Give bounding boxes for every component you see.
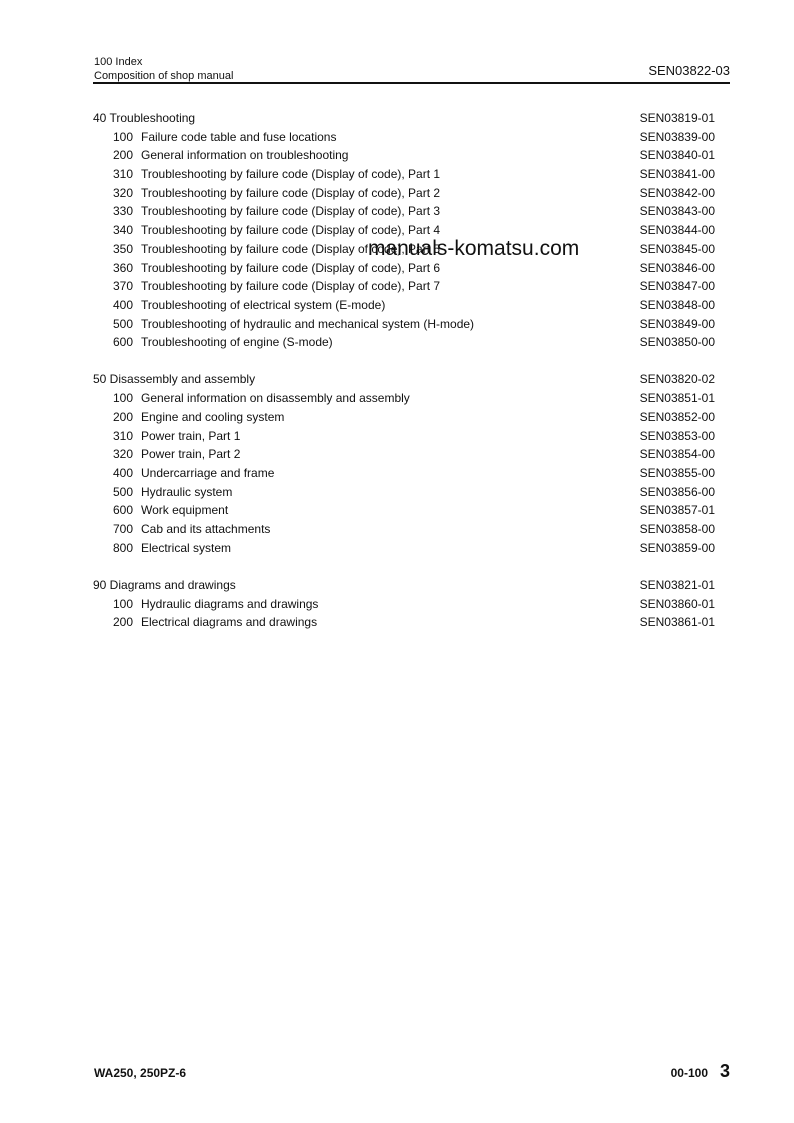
header-index-subtitle: Composition of shop manual [94,70,234,82]
toc-row [93,408,715,427]
toc-row [93,483,715,502]
toc-section [93,370,715,557]
toc-item-number: 400 [112,465,133,480]
toc-item-title: Troubleshooting of engine (S-mode) [141,335,333,350]
toc-row [93,146,715,165]
toc-item-number: 360 [112,260,133,275]
toc-item-title: Failure code table and fuse locations [141,129,337,144]
toc-item-title: Troubleshooting by failure code (Display of code), Part 3 [141,204,441,219]
toc-row [93,184,715,203]
toc-item-title: Electrical diagrams and drawings [141,615,318,630]
toc-item-doc-code: SEN03845-00 [639,241,715,256]
toc-item-title: Electrical system [141,540,232,555]
toc-item-doc-code: SEN03858-00 [639,521,715,536]
toc-item-doc-code: SEN03851-01 [639,391,715,406]
toc-item-doc-code: SEN03850-00 [639,335,715,350]
toc-section-heading [93,576,715,595]
toc-item-doc-code: SEN03854-00 [639,447,715,462]
toc-item-doc-code: SEN03855-00 [639,465,715,480]
toc-item-title: Power train, Part 2 [141,447,241,462]
toc-item-title: Undercarriage and frame [141,465,275,480]
toc-item-number: 200 [112,148,133,163]
toc-row [93,595,715,614]
toc-item-title: Troubleshooting of hydraulic and mechanical system (H-mode) [141,316,475,331]
toc-item-title: Power train, Part 1 [141,428,241,443]
footer-page-code: 00-100 [670,1066,708,1080]
toc-item-number: 310 [112,428,133,443]
toc-row [93,259,715,278]
toc-item-doc-code: SEN03861-01 [639,615,715,630]
toc-row [93,315,715,334]
toc-section [93,576,715,632]
toc-item-doc-code: SEN03841-00 [639,167,715,182]
toc-row [93,202,715,221]
toc-row [93,539,715,558]
section-title: 40 Troubleshooting [93,111,196,125]
toc-row [93,520,715,539]
toc-item-doc-code: SEN03843-00 [639,204,715,219]
section-doc-code: SEN03819-01 [639,111,715,125]
toc-row [93,613,715,632]
toc-item-number: 200 [112,409,133,424]
toc-item-doc-code: SEN03860-01 [639,596,715,611]
section-doc-code: SEN03820-02 [639,372,715,387]
toc-item-number: 600 [112,503,133,518]
toc-row [93,427,715,446]
toc-item-number: 370 [112,279,133,294]
toc-item-doc-code: SEN03839-00 [639,129,715,144]
toc-section-heading [93,370,715,389]
toc-item-title: Troubleshooting by failure code (Display of code), Part 4 [141,223,441,238]
toc-item-title: Troubleshooting by failure code (Display of code), Part 6 [141,260,441,275]
watermark: manuals-komatsu.com [368,237,580,260]
toc-item-number: 100 [112,596,133,611]
toc-item-doc-code: SEN03840-01 [639,148,715,163]
toc-item-title: Hydraulic diagrams and drawings [141,596,319,611]
toc-row [93,464,715,483]
toc-item-title: Troubleshooting by failure code (Display of code), Part 1 [141,167,441,182]
toc-item-number: 700 [112,521,133,536]
toc-item-number: 320 [112,185,133,200]
toc-item-title: Troubleshooting of electrical system (E-mode) [141,297,386,312]
toc-item-doc-code: SEN03844-00 [639,223,715,238]
toc-item-number: 100 [112,129,133,144]
section-title: 90 Diagrams and drawings [93,577,236,592]
toc-item-doc-code: SEN03857-01 [639,503,715,518]
footer-model: WA250, 250PZ-6 [94,1066,187,1080]
toc-item-doc-code: SEN03842-00 [639,185,715,200]
toc-item-number: 200 [112,615,133,630]
toc-row [93,333,715,352]
header-index-block [94,55,233,83]
toc-row [93,128,715,147]
toc-section [93,109,715,352]
toc-item-doc-code: SEN03849-00 [639,316,715,331]
toc-item-number: 100 [112,391,133,406]
toc-item-number: 800 [112,540,133,555]
toc-item-doc-code: SEN03856-00 [639,484,715,499]
toc-item-number: 340 [112,223,133,238]
toc-row [93,296,715,315]
header-doc-code: SEN03822-03 [648,63,730,78]
toc-row [93,445,715,464]
toc-item-number: 310 [112,167,133,182]
toc-item-title: General information on disassembly and assembly [141,391,410,406]
header-index-title: 100 Index [94,56,143,68]
toc-row [93,389,715,408]
section-title: 50 Disassembly and assembly [93,372,256,387]
toc-section-heading [93,109,715,128]
toc-item-number: 350 [112,241,133,256]
toc-item-number: 600 [112,335,133,350]
toc-row [93,501,715,520]
toc-item-number: 500 [112,484,133,499]
footer-page-number: 3 [719,1061,730,1081]
toc-item-doc-code: SEN03853-00 [639,428,715,443]
toc-item-number: 500 [112,316,133,331]
toc-item-title: General information on troubleshooting [141,148,349,163]
toc-item-doc-code: SEN03846-00 [639,260,715,275]
toc-item-doc-code: SEN03848-00 [639,297,715,312]
toc-row [93,165,715,184]
toc-item-number: 320 [112,447,133,462]
toc-item-doc-code: SEN03847-00 [639,279,715,294]
header-rule [93,82,730,84]
toc-item-doc-code: SEN03859-00 [639,540,715,555]
toc-item-title: Troubleshooting by failure code (Display of code), Part 2 [141,185,441,200]
section-doc-code: SEN03821-01 [639,577,715,592]
toc-item-number: 400 [112,297,133,312]
toc-item-title: Troubleshooting by failure code (Display of code), Part 7 [141,279,441,294]
toc-row [93,277,715,296]
toc-item-title: Work equipment [141,503,229,518]
toc-item-title: Engine and cooling system [141,409,285,424]
toc-item-title: Cab and its attachments [141,521,271,536]
toc-item-title: Troubleshooting by failure code (Display of code), Part 5 [141,241,441,256]
table-of-contents [93,109,715,650]
toc-item-title: Hydraulic system [141,484,233,499]
toc-item-number: 330 [112,204,133,219]
toc-item-doc-code: SEN03852-00 [639,409,715,424]
